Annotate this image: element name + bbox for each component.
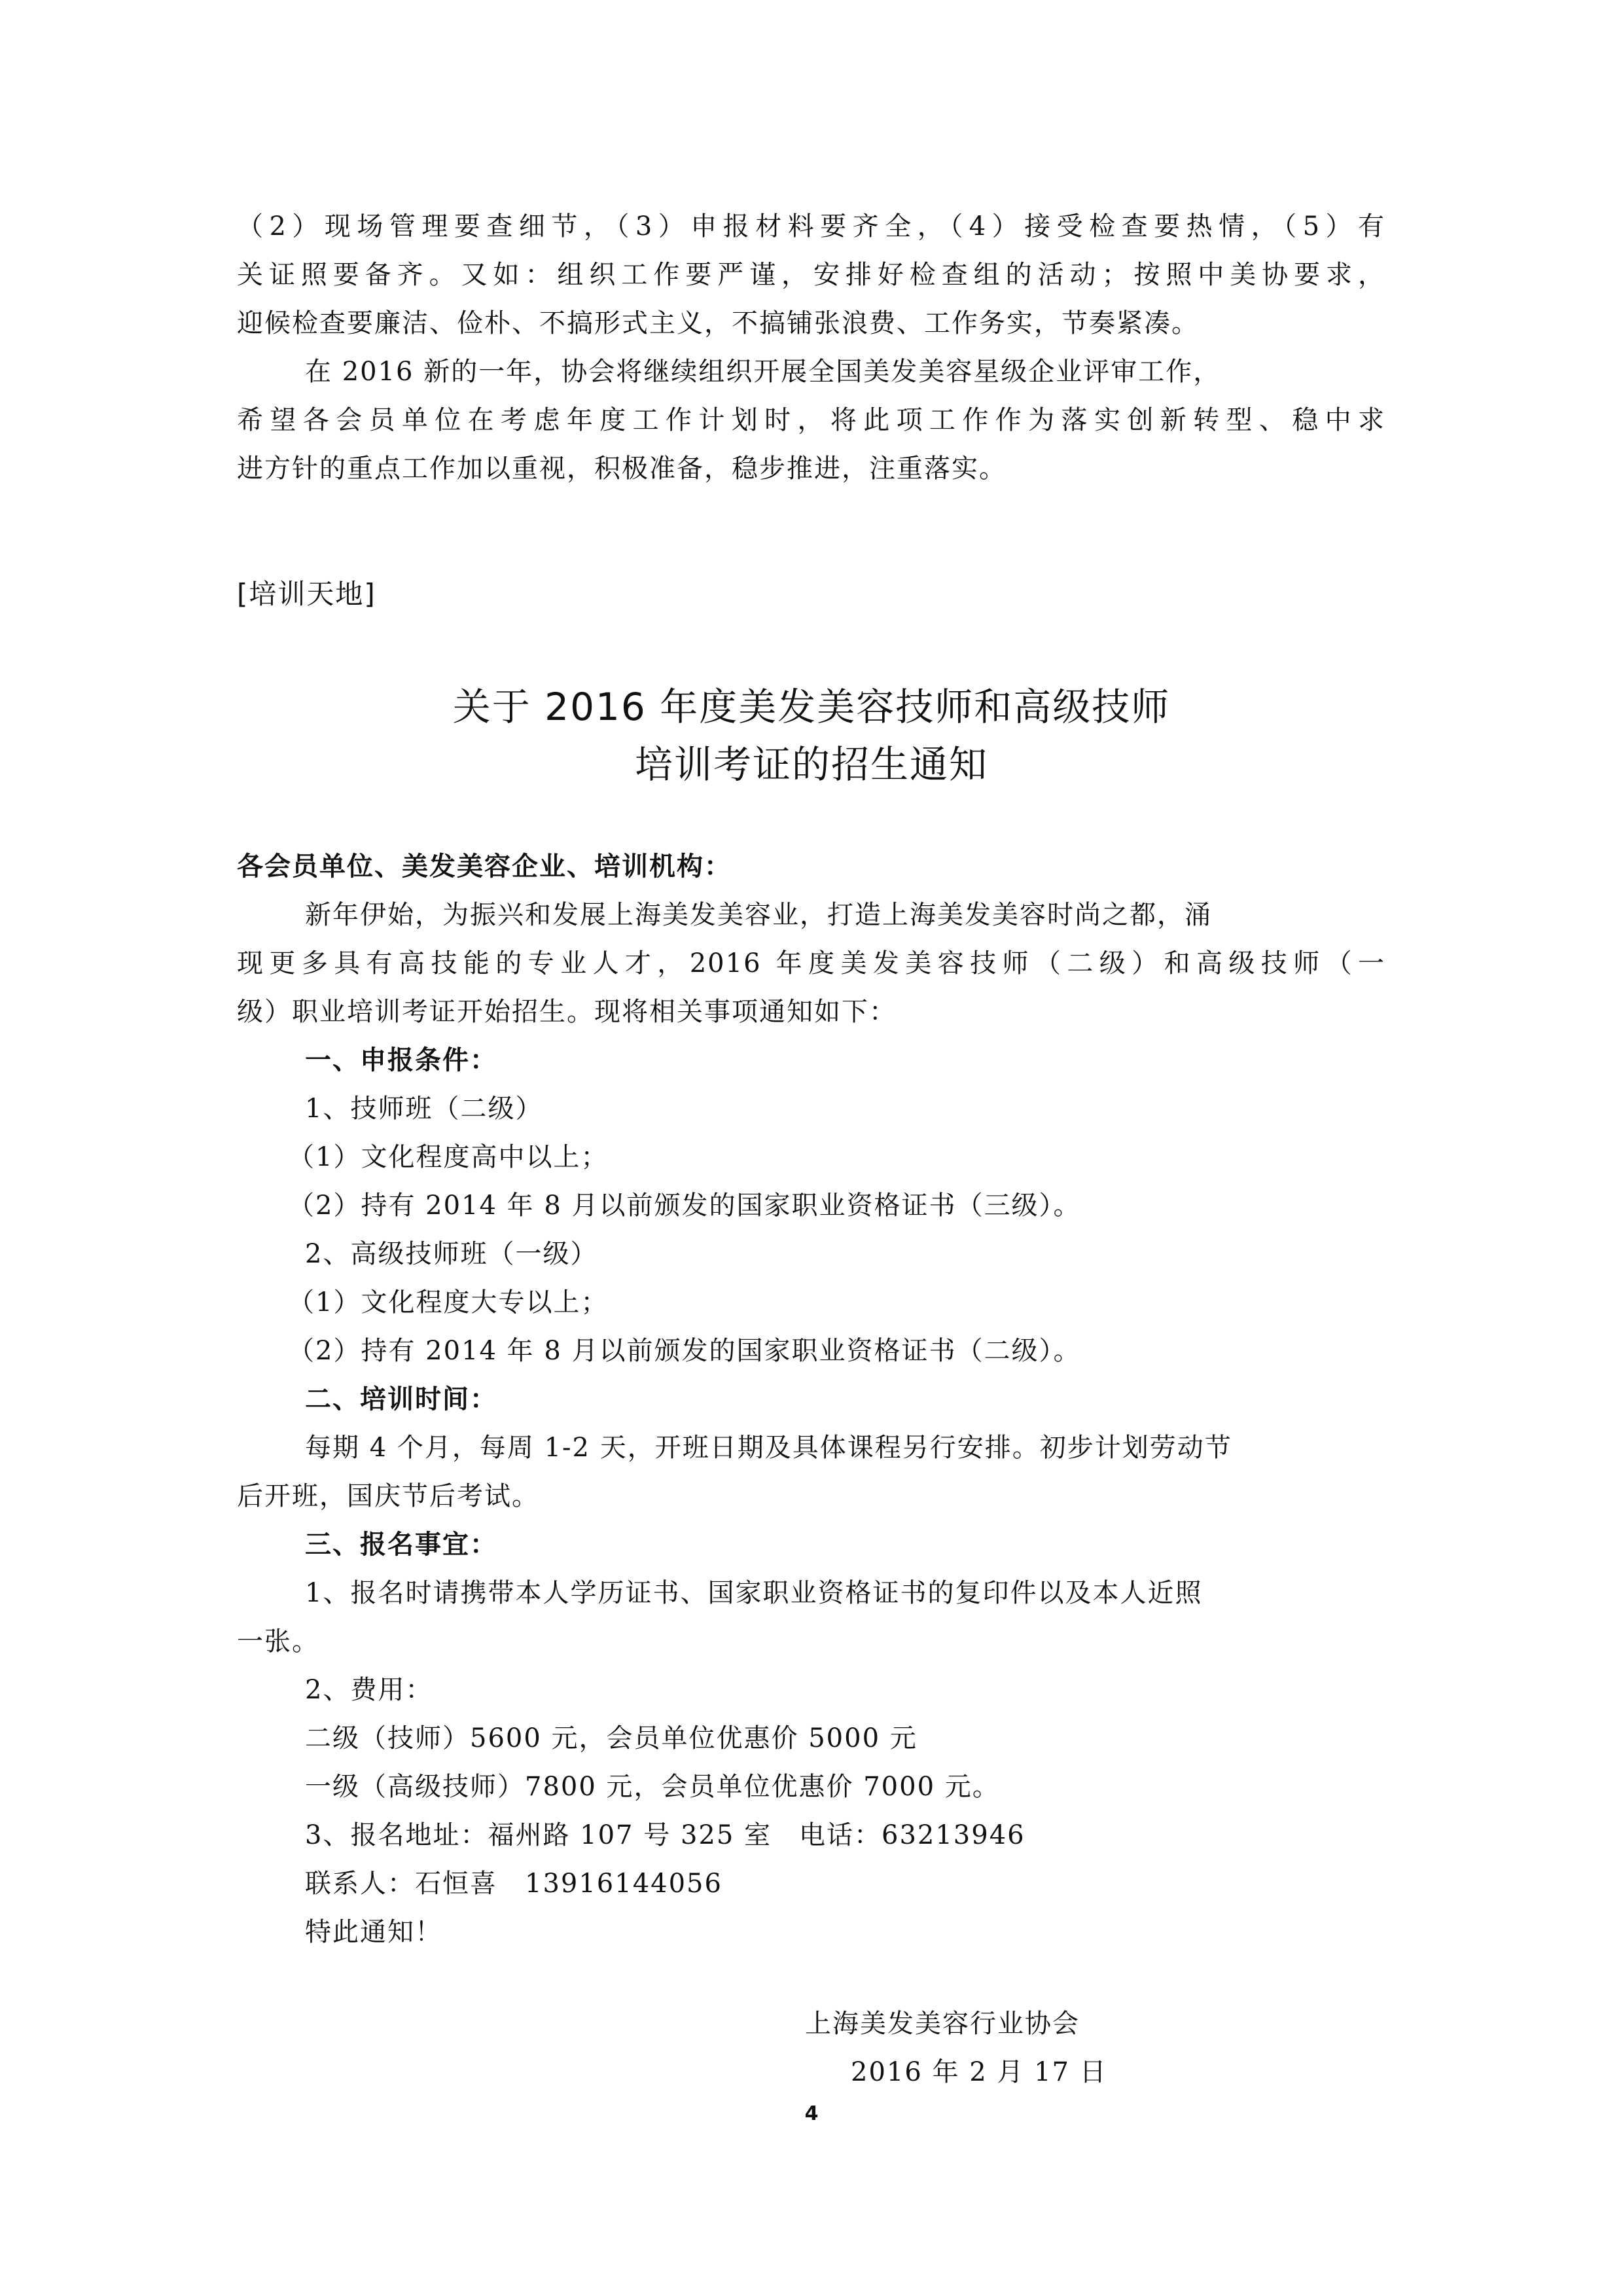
continuation-line-3: 迎候检查要廉洁、俭朴、不搞形式主义，不搞铺张浪费、工作务实，节奏紧凑。 (237, 308, 1199, 338)
fee-level2: 二级（技师）5600 元，会员单位优惠价 5000 元 (305, 1723, 918, 1753)
schedule-line-1: 每期 4 个月，每周 1-2 天，开班日期及具体课程另行安排。初步计划劳动节 (305, 1433, 1232, 1463)
outlook-line-3: 进方针的重点工作加以重视，积极准备，稳步推进，注重落实。 (237, 454, 1007, 484)
section1-heading: 一、申报条件： (305, 1045, 497, 1075)
class2-requirement-1: （1）文化程度大专以上； (288, 1287, 609, 1318)
intro-line-1: 新年伊始，为振兴和发展上海美发美容业，打造上海美发美容时尚之都，涌 (305, 900, 1212, 930)
materials-line-1: 1、报名时请携带本人学历证书、国家职业资格证书的复印件以及本人近照 (305, 1578, 1203, 1608)
notice-title-line-1: 关于 2016 年度美发美容技师和高级技师 (452, 685, 1171, 729)
class2-name: 2、高级技师班（一级） (305, 1239, 598, 1269)
signature-date: 2016 年 2 月 17 日 (851, 2057, 1107, 2087)
fee-level1: 一级（高级技师）7800 元，会员单位优惠价 7000 元。 (305, 1772, 1000, 1802)
materials-line-2: 一张。 (237, 1626, 319, 1657)
contact-person: 联系人：石恒喜 13916144056 (305, 1869, 722, 1899)
section2-heading: 二、培训时间： (305, 1384, 497, 1414)
notice-title-line-2: 培训考证的招生通知 (634, 742, 988, 787)
intro-line-3: 级）职业培训考证开始招生。现将相关事项通知如下： (237, 997, 897, 1027)
outlook-line-1: 在 2016 新的一年，协会将继续组织开展全国美发美容星级企业评审工作， (305, 357, 1221, 387)
registration-address: 3、报名地址：福州路 107 号 325 室 电话：63213946 (305, 1820, 1026, 1850)
class1-name: 1、技师班（二级） (305, 1094, 543, 1124)
continuation-line-2: 关证照要备齐。又如：组织工作要严谨，安排好检查组的活动；按照中美协要求， (237, 260, 1385, 290)
continuation-line-1: （2）现场管理要查细节，（3）申报材料要齐全，（4）接受检查要热情，（5）有 (237, 211, 1385, 242)
closing-line: 特此通知！ (305, 1917, 442, 1947)
intro-line-2: 现更多具有高技能的专业人才，2016 年度美发美容技师（二级）和高级技师（一 (237, 948, 1385, 978)
fee-heading: 2、费用： (305, 1675, 433, 1705)
page-number: 4 (804, 2102, 819, 2125)
schedule-line-2: 后开班，国庆节后考试。 (237, 1481, 539, 1511)
class2-requirement-2: （2）持有 2014 年 8 月以前颁发的国家职业资格证书（二级）。 (288, 1336, 1081, 1366)
section3-heading: 三、报名事宜： (305, 1529, 497, 1560)
signature-organization: 上海美发美容行业协会 (805, 2009, 1080, 2039)
class1-requirement-2: （2）持有 2014 年 8 月以前颁发的国家职业资格证书（三级）。 (288, 1191, 1081, 1221)
class1-requirement-1: （1）文化程度高中以上； (288, 1142, 609, 1172)
notice-salutation: 各会员单位、美发美容企业、培训机构： (237, 851, 732, 882)
outlook-line-2: 希望各会员单位在考虑年度工作计划时，将此项工作作为落实创新转型、稳中求 (237, 405, 1385, 435)
section-tag: [培训天地] (237, 578, 376, 610)
